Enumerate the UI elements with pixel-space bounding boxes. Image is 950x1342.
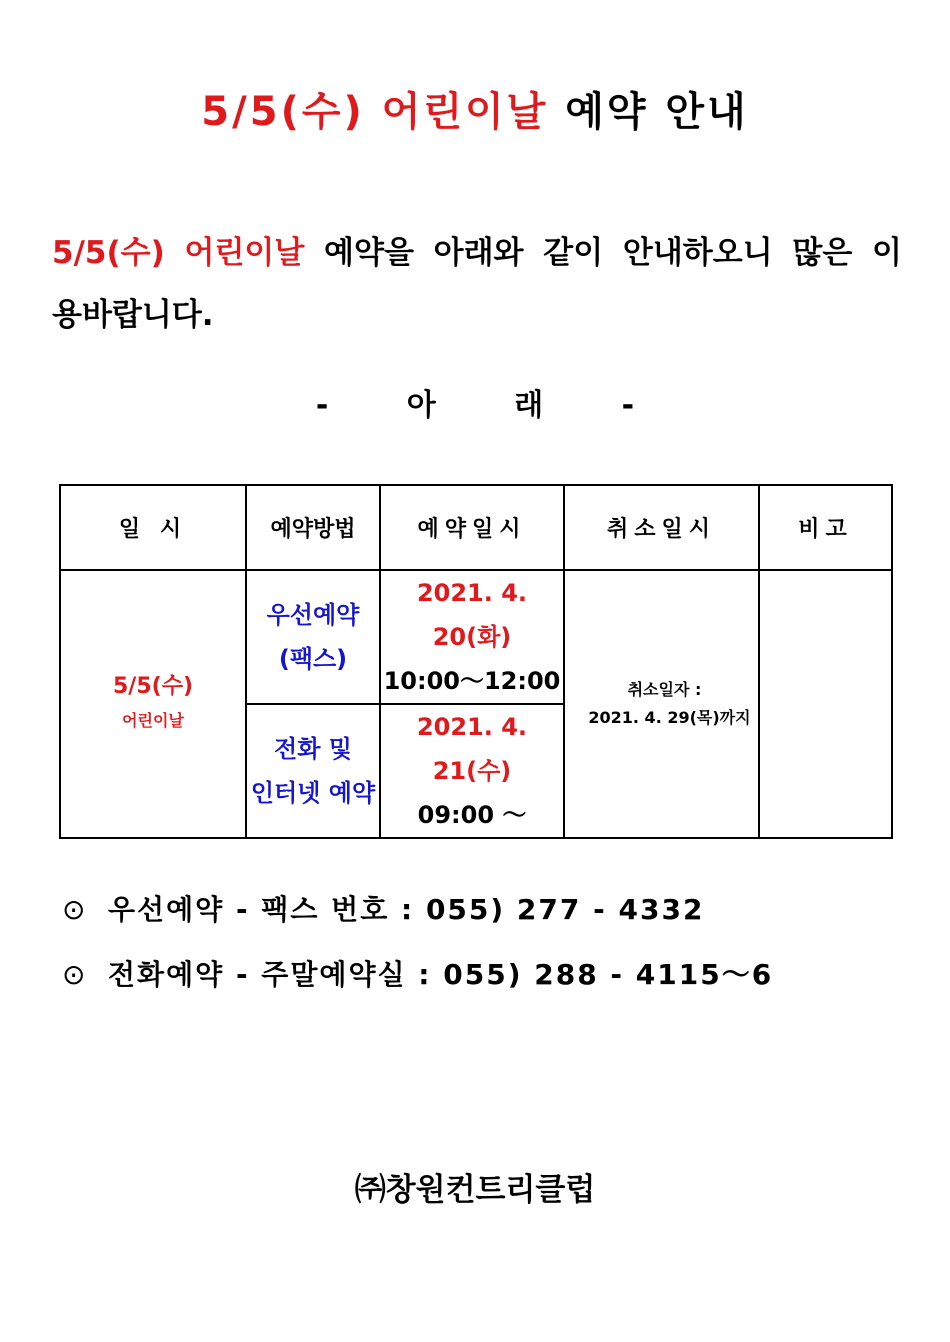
method-cell	[246, 570, 380, 704]
heading-dash-left: -	[315, 388, 329, 423]
heading-char-1: 아	[406, 388, 436, 423]
method-line: 전화 및	[274, 735, 352, 763]
cancel-label: 취소일자 :	[627, 680, 702, 699]
header-method: 예약방법	[246, 485, 380, 570]
header-cancel-time: 취소일시	[564, 485, 759, 570]
event-name: 어린이날	[122, 711, 184, 730]
booking-datetime-cell	[380, 570, 564, 704]
method-line: 인터넷 예약	[250, 779, 376, 807]
contact-fax	[62, 888, 902, 928]
company-name: ㈜창원컨트리클럽	[354, 1172, 596, 1208]
header-date: 일 시	[60, 485, 246, 570]
event-date: 5/5(수)	[112, 674, 193, 699]
booking-date: 2021. 4. 20(화)	[416, 579, 528, 651]
table-header-row	[60, 485, 892, 570]
booking-time: 09:00 ～	[417, 801, 527, 829]
section-heading	[0, 380, 950, 424]
contact-phone	[62, 953, 902, 993]
booking-time: 10:00～12:00	[383, 667, 561, 695]
bullet-icon: ⊙	[62, 958, 88, 991]
contact-text: 전화예약 - 주말예약실 : 055) 288 - 4115～6	[108, 958, 774, 991]
title-rest: 예약 안내	[548, 89, 749, 135]
intro-rest: 예약을 아래와 같이 안내하오니 많은 이용바랍니다.	[52, 235, 902, 333]
title-highlight: 5/5(수) 어린이날	[201, 89, 549, 135]
contact-text: 우선예약 - 팩스 번호 : 055) 277 - 4332	[108, 893, 705, 926]
heading-char-2: 래	[514, 388, 544, 423]
table-row	[60, 570, 892, 704]
method-cell	[246, 704, 380, 838]
booking-date: 2021. 4. 21(수)	[416, 713, 528, 785]
cancel-cell	[564, 570, 759, 838]
booking-datetime-cell	[380, 704, 564, 838]
header-booking-time: 예약일시	[380, 485, 564, 570]
note-cell	[759, 570, 892, 838]
method-line: 우선예약	[266, 601, 360, 629]
cancel-deadline: 2021. 4. 29(목)까지	[588, 708, 751, 727]
event-date-cell	[60, 570, 246, 838]
schedule-table	[59, 484, 893, 839]
header-note: 비고	[759, 485, 892, 570]
page-title	[0, 80, 950, 137]
intro-highlight: 5/5(수) 어린이날	[52, 235, 305, 271]
heading-dash-right: -	[621, 388, 635, 423]
intro-paragraph	[52, 222, 902, 346]
bullet-icon: ⊙	[62, 893, 88, 926]
method-line: (팩스)	[278, 645, 348, 673]
